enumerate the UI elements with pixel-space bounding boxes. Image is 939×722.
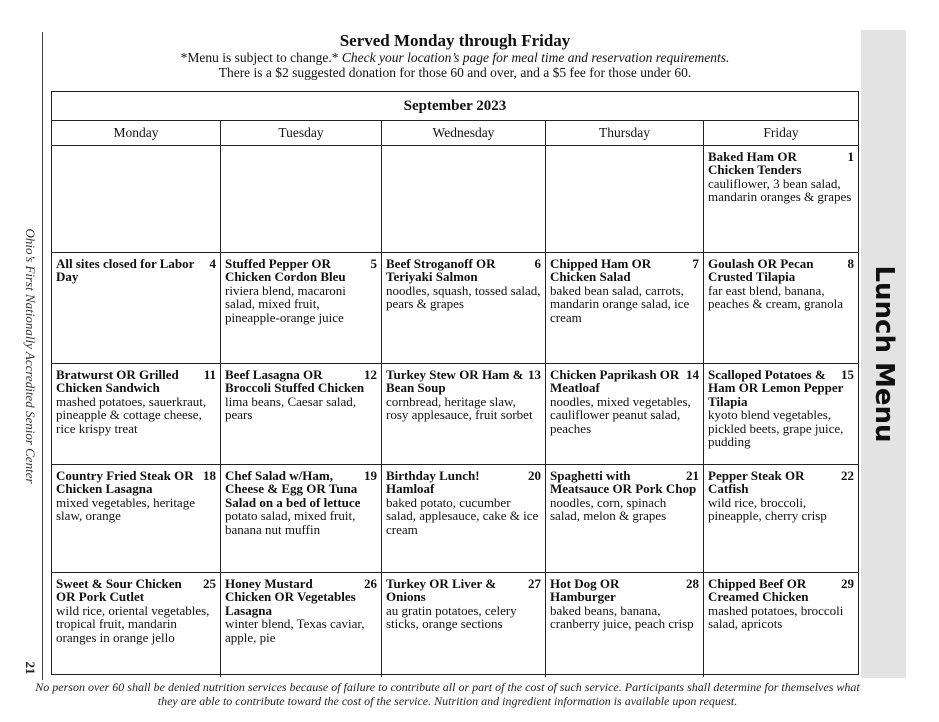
main-dish: All sites closed for Labor Day [56, 256, 195, 285]
side-dishes: winter blend, Texas caviar, apple, pie [225, 616, 365, 645]
main-dish: Goulash OR Pecan Crusted Tilapia [708, 256, 814, 285]
week-row [52, 573, 858, 677]
side-dishes: cornbread, heritage slaw, rosy applesauce, fruit sorbet [386, 393, 533, 423]
menu-change-note [50, 50, 860, 66]
calendar-weeks [52, 146, 858, 677]
main-dish: Chipped Ham OR Chicken Salad [550, 256, 652, 285]
day-cell [52, 364, 221, 464]
day-number: 8 [847, 256, 854, 271]
main-dish: Country Fried Steak OR Chicken Lasagna [56, 468, 194, 497]
day-number: 18 [203, 468, 216, 483]
main-dish: Turkey OR Liver & Onions [386, 576, 497, 605]
page-number: 21 [23, 661, 38, 675]
day-number: 28 [686, 576, 699, 591]
day-cell [382, 465, 546, 572]
week-row [52, 364, 858, 465]
side-dishes: noodles, mixed vegetables, cauliflower peanut salad, peaches [550, 393, 691, 436]
side-caption-text: Ohio’s First Nationally Accredited Senior Center [23, 228, 38, 484]
day-cell [221, 573, 382, 677]
day-number: 20 [528, 468, 541, 483]
side-dishes: baked potato, cucumber salad, applesauce, cake & ice cream [386, 494, 539, 537]
day-number: 4 [209, 256, 216, 271]
side-dishes: riviera blend, macaroni salad, mixed fruit, pineapple-orange juice [225, 282, 346, 325]
main-dish: Chicken Paprikash OR Meatloaf [550, 367, 680, 396]
day-cell [546, 253, 704, 363]
side-dishes: noodles, corn, spinach salad, melon & grapes [550, 494, 667, 524]
side-dishes: wild rice, broccoli, pineapple, cherry crisp [708, 494, 827, 524]
side-dishes: lima beans, Caesar salad, pears [225, 393, 357, 423]
day-cell [221, 364, 382, 464]
side-dishes: au gratin potatoes, celery sticks, orange sections [386, 602, 517, 632]
day-number: 21 [686, 468, 699, 483]
day-cell [221, 465, 382, 572]
menu-calendar [51, 91, 859, 675]
day-cell [546, 364, 704, 464]
day-number: 7 [692, 256, 699, 271]
weekday-monday: Monday [52, 121, 221, 145]
side-dishes: far east blend, banana, peaches & cream, granola [708, 282, 843, 312]
day-cell [704, 364, 858, 464]
donation-note: There is a $2 suggested donation for those 60 and over, and a $5 fee for those under 60. [218, 65, 692, 80]
main-dish: Chef Salad w/Ham, Cheese & Egg OR Tuna Salad on a bed of lettuce [225, 468, 361, 510]
main-dish: Scalloped Potatoes & Ham OR Lemon Pepper Tilapia [708, 367, 844, 409]
weekday-tuesday: Tuesday [221, 121, 382, 145]
page-title: Served Monday through Friday [339, 31, 571, 50]
day-number: 11 [203, 367, 216, 382]
menu-change-note-plain: *Menu is subject to change.* [180, 50, 339, 65]
lunch-menu-banner-text: Lunch Menu [869, 265, 899, 443]
weekday-thursday: Thursday [546, 121, 704, 145]
day-number: 25 [203, 576, 216, 591]
side-dishes: mashed potatoes, sauerkraut, pineapple & cottage cheese, rice krispy treat [56, 393, 207, 436]
week-row [52, 253, 858, 364]
day-number: 22 [841, 468, 854, 483]
main-dish: Sweet & Sour Chicken OR Pork Cutlet [56, 576, 182, 605]
day-number: 26 [364, 576, 377, 591]
main-dish: Bratwurst OR Grilled Chicken Sandwich [56, 367, 179, 396]
side-dishes: baked bean salad, carrots, mandarin orange salad, ice cream [550, 282, 690, 325]
day-cell [704, 253, 858, 363]
week-row [52, 146, 858, 253]
day-cell [221, 146, 382, 252]
day-number: 1 [847, 149, 854, 164]
day-cell [382, 573, 546, 677]
main-dish: Turkey Stew OR Ham & Bean Soup [386, 367, 524, 396]
day-number: 12 [364, 367, 377, 382]
side-dishes: mixed vegetables, heritage slaw, orange [56, 494, 195, 524]
day-cell [382, 146, 546, 252]
menu-change-note-italic: Check your location’s page for meal time and reservation requirements. [341, 50, 730, 65]
day-number: 27 [528, 576, 541, 591]
main-dish: Stuffed Pepper OR Chicken Cordon Bleu [225, 256, 346, 285]
day-cell [52, 146, 221, 252]
day-cell [704, 146, 858, 252]
side-dishes: kyoto blend vegetables, pickled beets, grape juice, pudding [708, 407, 844, 450]
day-cell [52, 253, 221, 363]
side-dishes: cauliflower, 3 bean salad, mandarin oranges & grapes [708, 175, 852, 205]
side-dishes: baked beans, banana, cranberry juice, peach crisp [550, 602, 694, 632]
main-dish: Beef Lasagna OR Broccoli Stuffed Chicken [225, 367, 365, 396]
day-cell [221, 253, 382, 363]
main-dish: Hot Dog OR Hamburger [550, 576, 620, 605]
day-cell [52, 573, 221, 677]
day-number: 13 [528, 367, 541, 382]
side-dishes: potato salad, mixed fruit, banana nut muffin [225, 508, 356, 537]
day-number: 29 [841, 576, 854, 591]
main-dish: Birthday Lunch! Hamloaf [386, 468, 480, 497]
side-dishes: noodles, squash, tossed salad, pears & grapes [386, 282, 541, 312]
main-dish: Spaghetti with Meatsauce OR Pork Chop [550, 468, 697, 497]
main-dish: Beef Stroganoff OR Teriyaki Salmon [386, 256, 496, 285]
main-dish: Chipped Beef OR Creamed Chicken [708, 576, 809, 605]
day-cell [382, 253, 546, 363]
weekday-wednesday: Wednesday [382, 121, 546, 145]
day-cell [704, 573, 858, 677]
day-number: 5 [370, 256, 377, 271]
weekday-friday: Friday [763, 125, 799, 140]
side-dishes: mashed potatoes, broccoli salad, apricots [708, 602, 844, 632]
day-cell [546, 146, 704, 252]
left-divider-line [42, 32, 43, 680]
day-cell [52, 465, 221, 572]
day-number: 19 [364, 468, 377, 483]
weekday-header-row [52, 121, 858, 146]
day-number: 6 [534, 256, 541, 271]
day-cell [546, 465, 704, 572]
day-cell [382, 364, 546, 464]
main-dish: Baked Ham OR Chicken Tenders [708, 149, 802, 178]
main-dish: Pepper Steak OR Catfish [708, 468, 805, 497]
calendar-month: September 2023 [52, 92, 858, 121]
main-dish: Honey Mustard Chicken OR Vegetables Lasagna [225, 576, 356, 618]
day-cell [546, 573, 704, 677]
side-dishes: wild rice, oriental vegetables, tropical fruit, mandarin oranges in orange jello [56, 602, 210, 645]
day-cell [704, 465, 858, 572]
day-number: 15 [841, 367, 854, 382]
week-row [52, 465, 858, 573]
nutrition-disclaimer: No person over 60 shall be denied nutrition services because of failure to contribute all or part of the cost of such service. Participants shall determine for themselves what they are able to contribute toward the cost of the service. Nutrition and ingredient information is available upon request. [35, 680, 860, 708]
day-number: 14 [686, 367, 699, 382]
